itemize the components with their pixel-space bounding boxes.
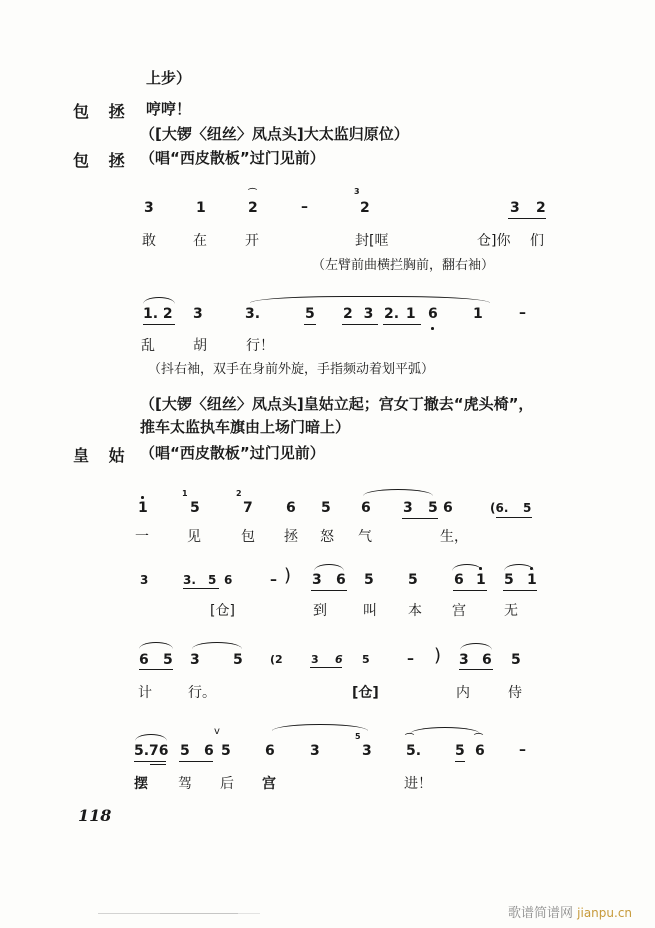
slur: [135, 734, 167, 741]
lyric: 驾: [178, 776, 192, 792]
underline: [383, 324, 421, 325]
note: 6: [428, 306, 438, 322]
lyric: 侍: [508, 685, 522, 701]
lyric: 封[哐: [355, 233, 389, 249]
note: 5: [364, 572, 374, 588]
fermata-icon: ⌒: [248, 189, 258, 199]
slur: [272, 724, 368, 731]
note: 5: [190, 500, 200, 516]
note: (6.: [490, 501, 509, 515]
underline: [459, 669, 493, 670]
slur: [363, 489, 433, 496]
note: 6: [139, 652, 149, 668]
dialogue-line: 哼哼！: [146, 100, 192, 118]
note: 3: [311, 653, 319, 666]
lyric: 进！: [404, 776, 432, 792]
note: 6: [361, 500, 371, 516]
underline: [179, 761, 213, 762]
note: 1: [527, 572, 537, 588]
note: 5.76: [134, 743, 169, 759]
note: 6: [224, 573, 233, 587]
note: 2. 1: [384, 306, 416, 322]
note: 6: [204, 743, 214, 759]
note: 2: [248, 200, 258, 216]
underline: [150, 764, 166, 765]
note: 3.: [183, 573, 196, 587]
note: 1. 2: [143, 306, 173, 322]
breath-mark-icon: v: [214, 726, 220, 737]
lyric: 本: [408, 603, 422, 619]
underline: [455, 761, 465, 762]
note: 7: [243, 500, 253, 516]
dash: –: [519, 742, 526, 758]
fermata-icon: ⌒: [474, 734, 484, 744]
lyric: 行！: [246, 338, 274, 354]
note: 5: [408, 572, 418, 588]
role-huang-gu: 皇 姑: [73, 446, 125, 465]
lyric: 胡: [193, 338, 207, 354]
note: 5: [321, 500, 331, 516]
note: 3: [312, 572, 322, 588]
close-paren: ): [284, 565, 292, 586]
high-octave-dot: [530, 567, 533, 570]
note: 3: [403, 500, 413, 516]
note: 5: [208, 573, 217, 587]
note: 5: [511, 652, 521, 668]
slur: [314, 564, 344, 571]
fermata-icon: ⌒: [405, 734, 415, 744]
lyric: 一: [135, 529, 149, 545]
note: 6: [443, 500, 453, 516]
stage-direction-line2: 推车太监执车旗由上场门暗上）: [140, 418, 351, 436]
note: 5: [180, 743, 190, 759]
underline: [453, 590, 487, 591]
slur: [410, 727, 480, 734]
low-octave-dot: [431, 327, 434, 330]
note: 1: [473, 306, 483, 322]
lyric: 叫: [363, 603, 377, 619]
note: 3: [144, 200, 154, 216]
watermark: [508, 902, 632, 921]
note: 5: [233, 652, 243, 668]
lyric: 仓]你: [477, 233, 511, 249]
underline: [402, 518, 438, 519]
note: 5: [504, 572, 514, 588]
grace-note: 5: [355, 732, 361, 741]
note: 3: [362, 743, 372, 759]
note: 3: [140, 573, 149, 587]
role-bao-zheng: 包 拯: [73, 102, 125, 121]
high-octave-dot: [141, 496, 144, 499]
underline: [311, 590, 347, 591]
lyric: 摆: [134, 776, 148, 792]
watermark-cn: 歌谱简谱网: [508, 906, 574, 921]
singing-cue: （唱“西皮散板”过门见前）: [140, 149, 325, 167]
note: 5: [362, 653, 370, 666]
lyric: 乱: [141, 338, 155, 354]
lyric: 宫: [452, 603, 466, 619]
lyric: 行。: [188, 685, 216, 701]
note: 2: [536, 200, 546, 216]
note: 6: [454, 572, 464, 588]
lyric: 后: [220, 776, 234, 792]
note: 1: [196, 200, 206, 216]
note: 6: [336, 572, 346, 588]
note: 6: [475, 743, 485, 759]
lyric: 在: [193, 233, 207, 249]
lyric-percussion: [仓]: [210, 603, 235, 619]
note: 3: [310, 743, 320, 759]
underline: [508, 218, 546, 219]
lyric: 们: [530, 233, 544, 249]
grace-note: 1: [182, 489, 188, 498]
slur: [460, 643, 492, 650]
lyric: 开: [245, 233, 259, 249]
note: 6: [482, 652, 492, 668]
lyric: 拯: [284, 529, 298, 545]
dash: –: [270, 572, 277, 588]
slur: [250, 296, 490, 303]
note: 5: [455, 743, 465, 759]
grace-note: 2: [236, 489, 242, 498]
underline: [342, 324, 378, 325]
high-octave-dot: [479, 567, 482, 570]
note: 5: [428, 500, 438, 516]
stage-direction: （抖右袖，双手在身前外旋，手指频动着划平弧）: [148, 362, 435, 377]
lyric: 气: [358, 529, 372, 545]
role-bao-zheng: 包 拯: [73, 151, 125, 170]
note: 6: [265, 743, 275, 759]
underline: [503, 590, 537, 591]
underline: [496, 517, 532, 518]
singing-cue: （唱“西皮散板”过门见前）: [140, 444, 325, 462]
grace-note: 3: [354, 187, 360, 196]
dash: –: [407, 651, 414, 667]
lyric: 宫: [262, 776, 276, 792]
close-paren: ): [434, 645, 442, 666]
note: 5: [523, 501, 532, 515]
slur: [452, 564, 482, 571]
lyric: 计: [138, 685, 152, 701]
underline: [139, 669, 173, 670]
note: 3: [190, 652, 200, 668]
lyric: 生，: [440, 529, 468, 545]
lyric: 无: [504, 603, 518, 619]
note: 3: [193, 306, 203, 322]
underline: [134, 761, 166, 762]
note: 6: [286, 500, 296, 516]
note: (2: [270, 653, 283, 666]
note: 1: [138, 500, 148, 516]
lyric: 包: [241, 529, 255, 545]
note: 5: [305, 306, 315, 322]
dash: –: [519, 305, 526, 321]
note: 5.: [406, 743, 422, 759]
lyric: 敢: [142, 233, 156, 249]
underline: [304, 324, 316, 325]
stage-direction-line1: （[大锣〈纽丝〉凤点头]皇姑立起；宫女丁撤去“虎头椅”，: [140, 395, 534, 413]
note: 1: [476, 572, 486, 588]
underline: [183, 588, 219, 589]
stage-direction: （[大锣〈纽丝〉凤点头]大太监归原位）: [140, 125, 409, 143]
scan-artifact: [160, 913, 260, 914]
watermark-en: jianpu.cn: [577, 906, 633, 920]
underline: [143, 324, 175, 325]
slur: [143, 297, 175, 304]
note: 5: [163, 652, 173, 668]
lyric-percussion: [仓]: [352, 685, 379, 701]
dash: –: [301, 199, 308, 215]
note: 3.: [245, 306, 261, 322]
lyric: 内: [456, 685, 470, 701]
note: 3: [510, 200, 520, 216]
note: 2 3: [343, 306, 374, 322]
stage-direction: （左臂前曲横拦胸前，翻右袖）: [312, 258, 495, 273]
lyric: 见: [187, 529, 201, 545]
dialogue-continuation: 上步）: [146, 69, 192, 87]
note: 5: [221, 743, 231, 759]
note: 3: [459, 652, 469, 668]
lyric: 到: [313, 603, 327, 619]
lyric: 怒: [320, 529, 334, 545]
underline: [310, 667, 342, 668]
page-number: 118: [78, 806, 112, 825]
note: 2: [360, 200, 370, 216]
note: 6: [335, 653, 343, 666]
slur: [139, 642, 173, 649]
slur: [192, 642, 242, 649]
